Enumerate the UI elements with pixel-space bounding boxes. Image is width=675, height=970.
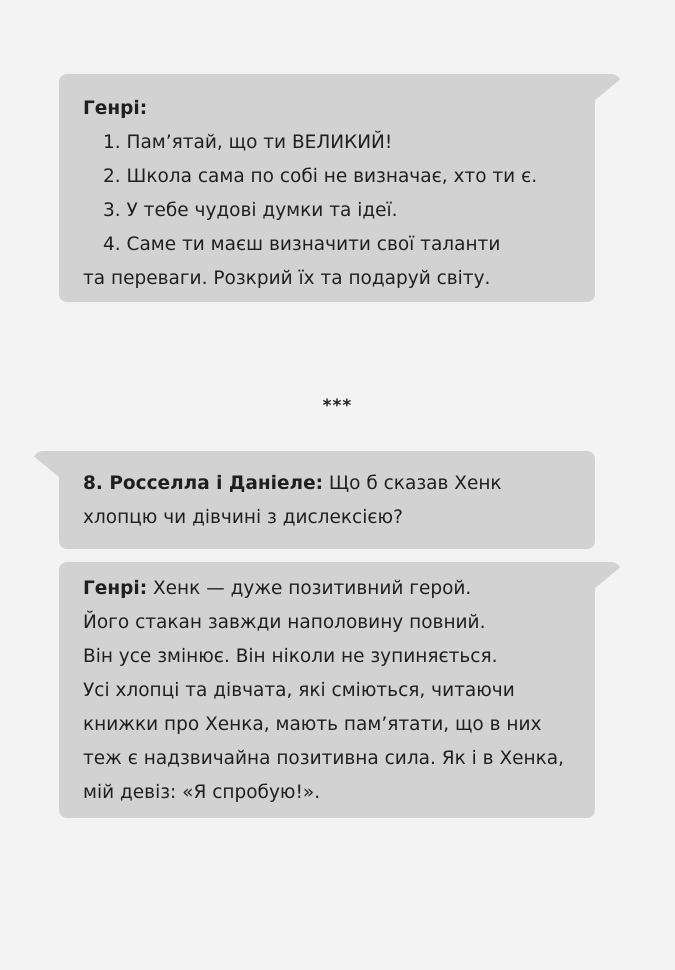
answer-text: мій девіз: «Я спробую!». [83, 782, 321, 803]
answer-text: Хенк — дуже позитивний герой. [147, 578, 472, 599]
list-item: 3. У тебе чудові думки та ідеї. [103, 200, 398, 221]
bubble-tail [33, 451, 67, 477]
bubble-tail [587, 74, 621, 100]
question-text: хлопцю чи дівчині з дислексією? [83, 507, 403, 528]
speaker-name: 8. Росселла і Даніеле: [83, 473, 324, 494]
section-separator: *** [322, 396, 353, 416]
speech-bubble-henry-tips [59, 74, 595, 302]
bubble-tail [587, 562, 621, 588]
speech-bubble-question [59, 451, 595, 549]
answer-text: книжки про Хенка, мають пам’ятати, що в них [83, 714, 542, 735]
list-item-continuation: та переваги. Розкрий їх та подаруй світу. [83, 268, 491, 289]
speech-bubble-henry-answer [59, 562, 595, 818]
answer-text: Усі хлопці та дівчата, які сміються, читаючи [83, 680, 515, 701]
speaker-name: Генрі: [83, 578, 148, 599]
list-item: 2. Школа сама по собі не визначає, хто ти є. [103, 166, 538, 187]
speaker-name: Генрі: [83, 98, 148, 119]
answer-text: теж є надзвичайна позитивна сила. Як і в Хенка, [83, 748, 564, 769]
answer-text: Його стакан завжди наполовину повний. [83, 612, 486, 633]
list-item: 1. Пам’ятай, що ти ВЕЛИКИЙ! [103, 132, 393, 153]
answer-text: Він усе змінює. Він ніколи не зупиняється. [83, 646, 498, 667]
question-text: Що б сказав Хенк [323, 473, 502, 494]
list-item: 4. Саме ти маєш визначити свої таланти [103, 234, 501, 255]
